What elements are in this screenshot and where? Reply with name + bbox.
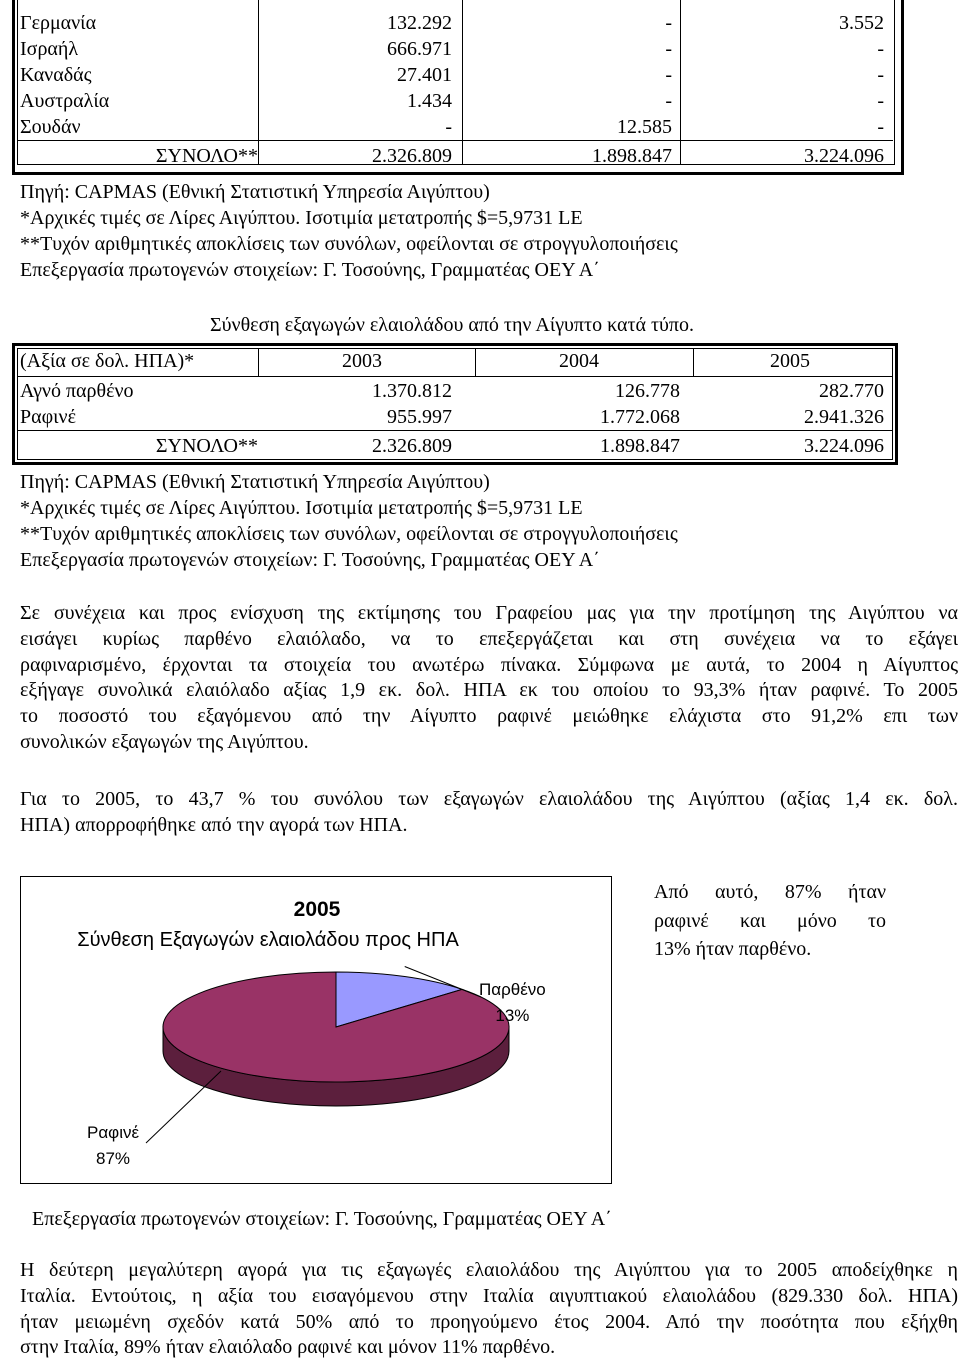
value-2004: 12.585 [617,116,672,138]
value-2005: 282.770 [819,380,884,402]
chart-subtitle: Σύνθεση Εξαγωγών ελαιολάδου προς ΗΠΑ [77,929,459,951]
country-label: Γερμανία [20,12,97,34]
side-note-line: Από αυτό, 87% ήταν [654,881,886,903]
total-2005: 3.224.096 [804,435,884,457]
total-row [12,433,898,459]
header-label: (Αξία σε δολ. ΗΠΑ)* [20,350,195,372]
slice-label-name: Ραφινέ [87,1123,140,1142]
value-2005: - [877,116,884,138]
paragraph-analysis [20,601,958,756]
slice-label-pct: 13% [495,1006,530,1025]
slice-label-refined [87,1120,139,1172]
table-title: Σύνθεση εξαγωγών ελαιολάδου από την Αίγυπτο κατά τύπο. [210,314,695,336]
processing-note: Επεξεργασία πρωτογενών στοιχείων: Γ. Τοσούνης, Γραμματέας ΟΕΥ Α΄ [20,259,600,281]
value-2004: - [665,12,672,34]
total-2004: 1.898.847 [592,145,672,167]
table-row [12,88,898,114]
table-row [12,404,898,430]
paragraph-line: Η δεύτερη μεγαλύτερη αγορά για τις εξαγωγές ελαιολάδου της Αιγύπτου για το 2005 αποδείχθηκε η [20,1259,958,1281]
country-label: Αυστραλία [20,90,110,112]
paragraph-line: ήταν μειωμένη σχεδόν κατά 50% από το προηγούμενο έτος 2004. Από την ποσότητα που εξήχθη [20,1310,958,1333]
paragraph-line: ραφιναρισμένο, έρχονται τα στοιχεία του ανωτέρω πίνακα. Σύμφωνα με αυτά, το 2004 η Αίγυπτος [20,653,958,676]
table-row [12,36,898,62]
value-2004: - [665,64,672,86]
type-label: Αγνό παρθένο [20,380,134,402]
value-2003: - [445,116,452,138]
side-note [654,878,886,964]
table-row [12,378,898,404]
country-label: Καναδάς [20,64,92,86]
source-note: Πηγή: CAPMAS (Εθνική Στατιστική Υπηρεσία Αιγύπτου) [20,181,490,203]
value-2003: 955.997 [387,406,452,428]
paragraph-usa [20,787,958,839]
total-separator [17,430,893,431]
value-2004: 1.772.068 [600,406,680,428]
leader-line-refined [146,1071,221,1143]
value-2005: 3.552 [839,12,884,34]
header-separator [17,376,893,377]
value-2004: 126.778 [615,380,680,402]
total-2005: 3.224.096 [804,145,884,167]
country-exports-table [12,0,902,174]
value-2003: 132.292 [387,12,452,34]
total-row [12,143,898,169]
value-2003: 1.370.812 [372,380,452,402]
header-2005: 2005 [770,350,810,372]
total-2003: 2.326.809 [372,145,452,167]
prices-note: *Αρχικές τιμές σε Λίρες Αιγύπτου. Ισοτιμία μετατροπής $=5,9731 LE [20,207,583,229]
paragraph-line: στην Ιταλία, 89% ήταν ελαιόλαδο ραφινέ και μόνον 11% παρθένο. [20,1336,556,1359]
pie-chart-box [20,876,612,1184]
value-2003: 666.971 [387,38,452,60]
paragraph-line: Σε συνέχεια και προς ενίσχυση της εκτίμησης του Γραφείου μας για την προτίμηση της Αιγύπτου να [20,602,958,624]
country-label: Ισραήλ [20,38,79,60]
source-note: Πηγή: CAPMAS (Εθνική Στατιστική Υπηρεσία Αιγύπτου) [20,471,490,493]
side-note-line: ραφινέ και μόνο το [654,909,886,932]
value-2005: 2.941.326 [804,406,884,428]
prices-note: *Αρχικές τιμές σε Λίρες Αιγύπτου. Ισοτιμία μετατροπής $=5,9731 LE [20,497,583,519]
total-2003: 2.326.809 [372,435,452,457]
table-row [12,10,898,36]
total-2004: 1.898.847 [600,435,680,457]
header-2003: 2003 [342,350,382,372]
slice-label-pct: 87% [96,1149,131,1168]
header-row [12,348,898,374]
total-label: ΣΥΝΟΛΟ** [155,435,258,457]
paragraph-line: Ιταλία. Εντούτοις, η αξία του εισαγόμενου στην Ιταλία αιγυπτιακού ελαιολάδου (829.330 δολ. ΗΠΑ) [20,1284,958,1307]
slice-label-name: Παρθένο [479,980,546,999]
header-2004: 2004 [559,350,599,372]
total-separator [17,140,893,141]
chart-title: 2005 [293,898,341,921]
value-2005: - [877,38,884,60]
total-label: ΣΥΝΟΛΟ** [155,145,258,167]
value-2003: 1.434 [407,90,452,112]
table-row [12,114,898,140]
paragraph-line: εξήγαγε συνολικά ελαιόλαδο αξίας 1,9 εκ. δολ. ΗΠΑ εκ του οποίου το 93,3% ήταν ραφινέ. Το 2005 [20,679,958,702]
rounding-note: **Τυχόν αριθμητικές αποκλίσεις των συνόλων, οφείλονται σε στρογγυλοποιήσεις [20,523,678,545]
paragraph-line: ΗΠΑ) απορροφήθηκε από την αγορά των ΗΠΑ. [20,813,408,836]
value-2004: - [665,38,672,60]
table-row [12,62,898,88]
rounding-note: **Τυχόν αριθμητικές αποκλίσεις των συνόλων, οφείλονται σε στρογγυλοποιήσεις [20,233,678,255]
paragraph-line: το ποσοστό του εξαγόμενου από την Αίγυπτο ραφινέ μειώθηκε ελάχιστα στο 91,2% επι των [20,705,958,728]
paragraph-line: εισάγει κυρίως παρθένο ελαιόλαδο, να το επεξεργάζεται και στη συνέχεια να το εξάγει [20,627,958,650]
paragraph-line: Για το 2005, το 43,7 % του συνόλου των εξαγωγών ελαιολάδου της Αιγύπτου (αξίας 1,4 εκ. δολ. [20,788,958,810]
chart-source-note: Επεξεργασία πρωτογενών στοιχείων: Γ. Τοσούνης, Γραμματέας ΟΕΥ Α΄ [32,1208,612,1230]
side-note-line: 13% ήταν παρθένο. [654,938,812,960]
slice-label-virgin [479,977,546,1029]
paragraph-line: συνολικών εξαγωγών της Αιγύπτου. [20,730,309,753]
country-label: Σουδάν [20,116,81,138]
processing-note: Επεξεργασία πρωτογενών στοιχείων: Γ. Τοσούνης, Γραμματέας ΟΕΥ Α΄ [20,549,600,571]
value-2003: 27.401 [397,64,452,86]
value-2004: - [665,90,672,112]
type-label: Ραφινέ [20,406,76,428]
value-2005: - [877,90,884,112]
value-2005: - [877,64,884,86]
paragraph-italy [20,1258,958,1361]
